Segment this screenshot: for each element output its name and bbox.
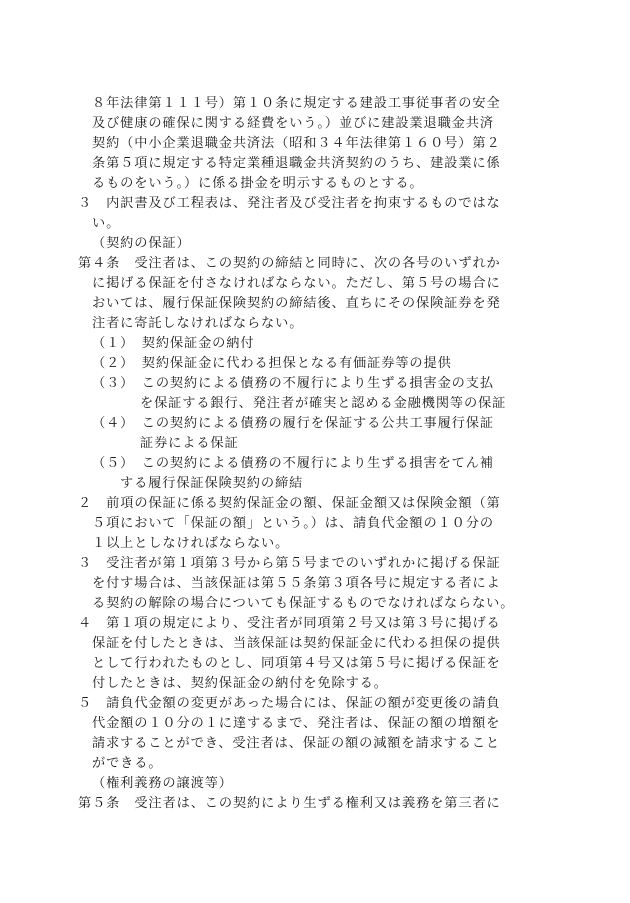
text-line: １以上としなければならない。 bbox=[92, 536, 290, 551]
text-line: として行われたものとし、同項第４号又は第５号に掲げる保証を bbox=[92, 656, 501, 671]
text-line: （５） この契約による債務の不履行により生ずる損害をてん補 bbox=[92, 456, 494, 471]
text-line: に掲げる保証を付さなければならない。ただし、第５号の場合に bbox=[92, 276, 501, 291]
text-line: ３ 内訳書及び工程表は、発注者及び受注者を拘束するものではな bbox=[78, 196, 501, 211]
text-line: する履行保証保険契約の締結 bbox=[120, 476, 304, 491]
text-line: ８年法律第１１１号）第１０条に規定する建設工事従事者の安全 bbox=[92, 96, 501, 111]
text-line: ５項において「保証の額」という。）は、請負代金額の１０分の bbox=[92, 516, 494, 531]
text-line: る契約の解除の場合についても保証するものでなければならない。 bbox=[92, 596, 515, 611]
text-line: おいては、履行保証保険契約の締結後、直ちにその保険証券を発 bbox=[92, 296, 501, 311]
text-line: 代金額の１０分の１に達するまで、発注者は、保証の額の増額を bbox=[92, 716, 501, 731]
text-line: ができる。 bbox=[92, 756, 163, 771]
text-line: るものをいう。）に係る掛金を明示するものとする。 bbox=[92, 176, 424, 191]
text-line: ４ 第１項の規定により、受注者が同項第２号又は第３号に掲げる bbox=[78, 616, 501, 631]
text-line: （権利義務の譲渡等） bbox=[92, 776, 233, 791]
text-line: 証券による保証 bbox=[140, 436, 239, 451]
text-line: ３ 受注者が第１項第３号から第５号までのいずれかに掲げる保証 bbox=[78, 556, 501, 571]
text-line: （２） 契約保証金に代わる担保となる有価証券等の提供 bbox=[92, 356, 452, 371]
text-line: い。 bbox=[92, 216, 121, 231]
text-line: ２ 前項の保証に係る契約保証金の額、保証金額又は保険金額（第 bbox=[78, 496, 501, 511]
text-line: 第５条 受注者は、この契約により生ずる権利又は義務を第三者に bbox=[78, 796, 501, 811]
text-line: 付したときは、契約保証金の納付を免除する。 bbox=[92, 676, 388, 691]
text-line: 契約（中小企業退職金共済法（昭和３４年法律第１６０号）第２ bbox=[92, 136, 501, 151]
text-line: を保証する銀行、発注者が確実と認める金融機関等の保証 bbox=[140, 396, 507, 411]
text-line: （１） 契約保証金の納付 bbox=[92, 336, 255, 351]
text-line: 注者に寄託しなければならない。 bbox=[92, 316, 304, 331]
text-line: 保証を付したときは、当該保証は契約保証金に代わる担保の提供 bbox=[92, 636, 501, 651]
text-line: を付す場合は、当該保証は第５５条第３項各号に規定する者によ bbox=[92, 576, 501, 591]
text-line: 第４条 受注者は、この契約の締結と同時に、次の各号のいずれか bbox=[78, 256, 501, 271]
text-line: （３） この契約による債務の不履行により生ずる損害金の支払 bbox=[92, 376, 494, 391]
text-line: ５ 請負代金額の変更があった場合には、保証の額が変更後の請負 bbox=[78, 696, 501, 711]
text-line: （４） この契約による債務の履行を保証する公共工事履行保証 bbox=[92, 416, 494, 431]
text-line: 条第５項に規定する特定業種退職金共済契約のうち、建設業に係 bbox=[92, 156, 501, 171]
text-line: 請求することができ、受注者は、保証の額の減額を請求すること bbox=[92, 736, 501, 751]
text-line: （契約の保証） bbox=[92, 236, 191, 251]
text-line: 及び健康の確保に関する経費をいう。）並びに建設業退職金共済 bbox=[92, 116, 494, 131]
